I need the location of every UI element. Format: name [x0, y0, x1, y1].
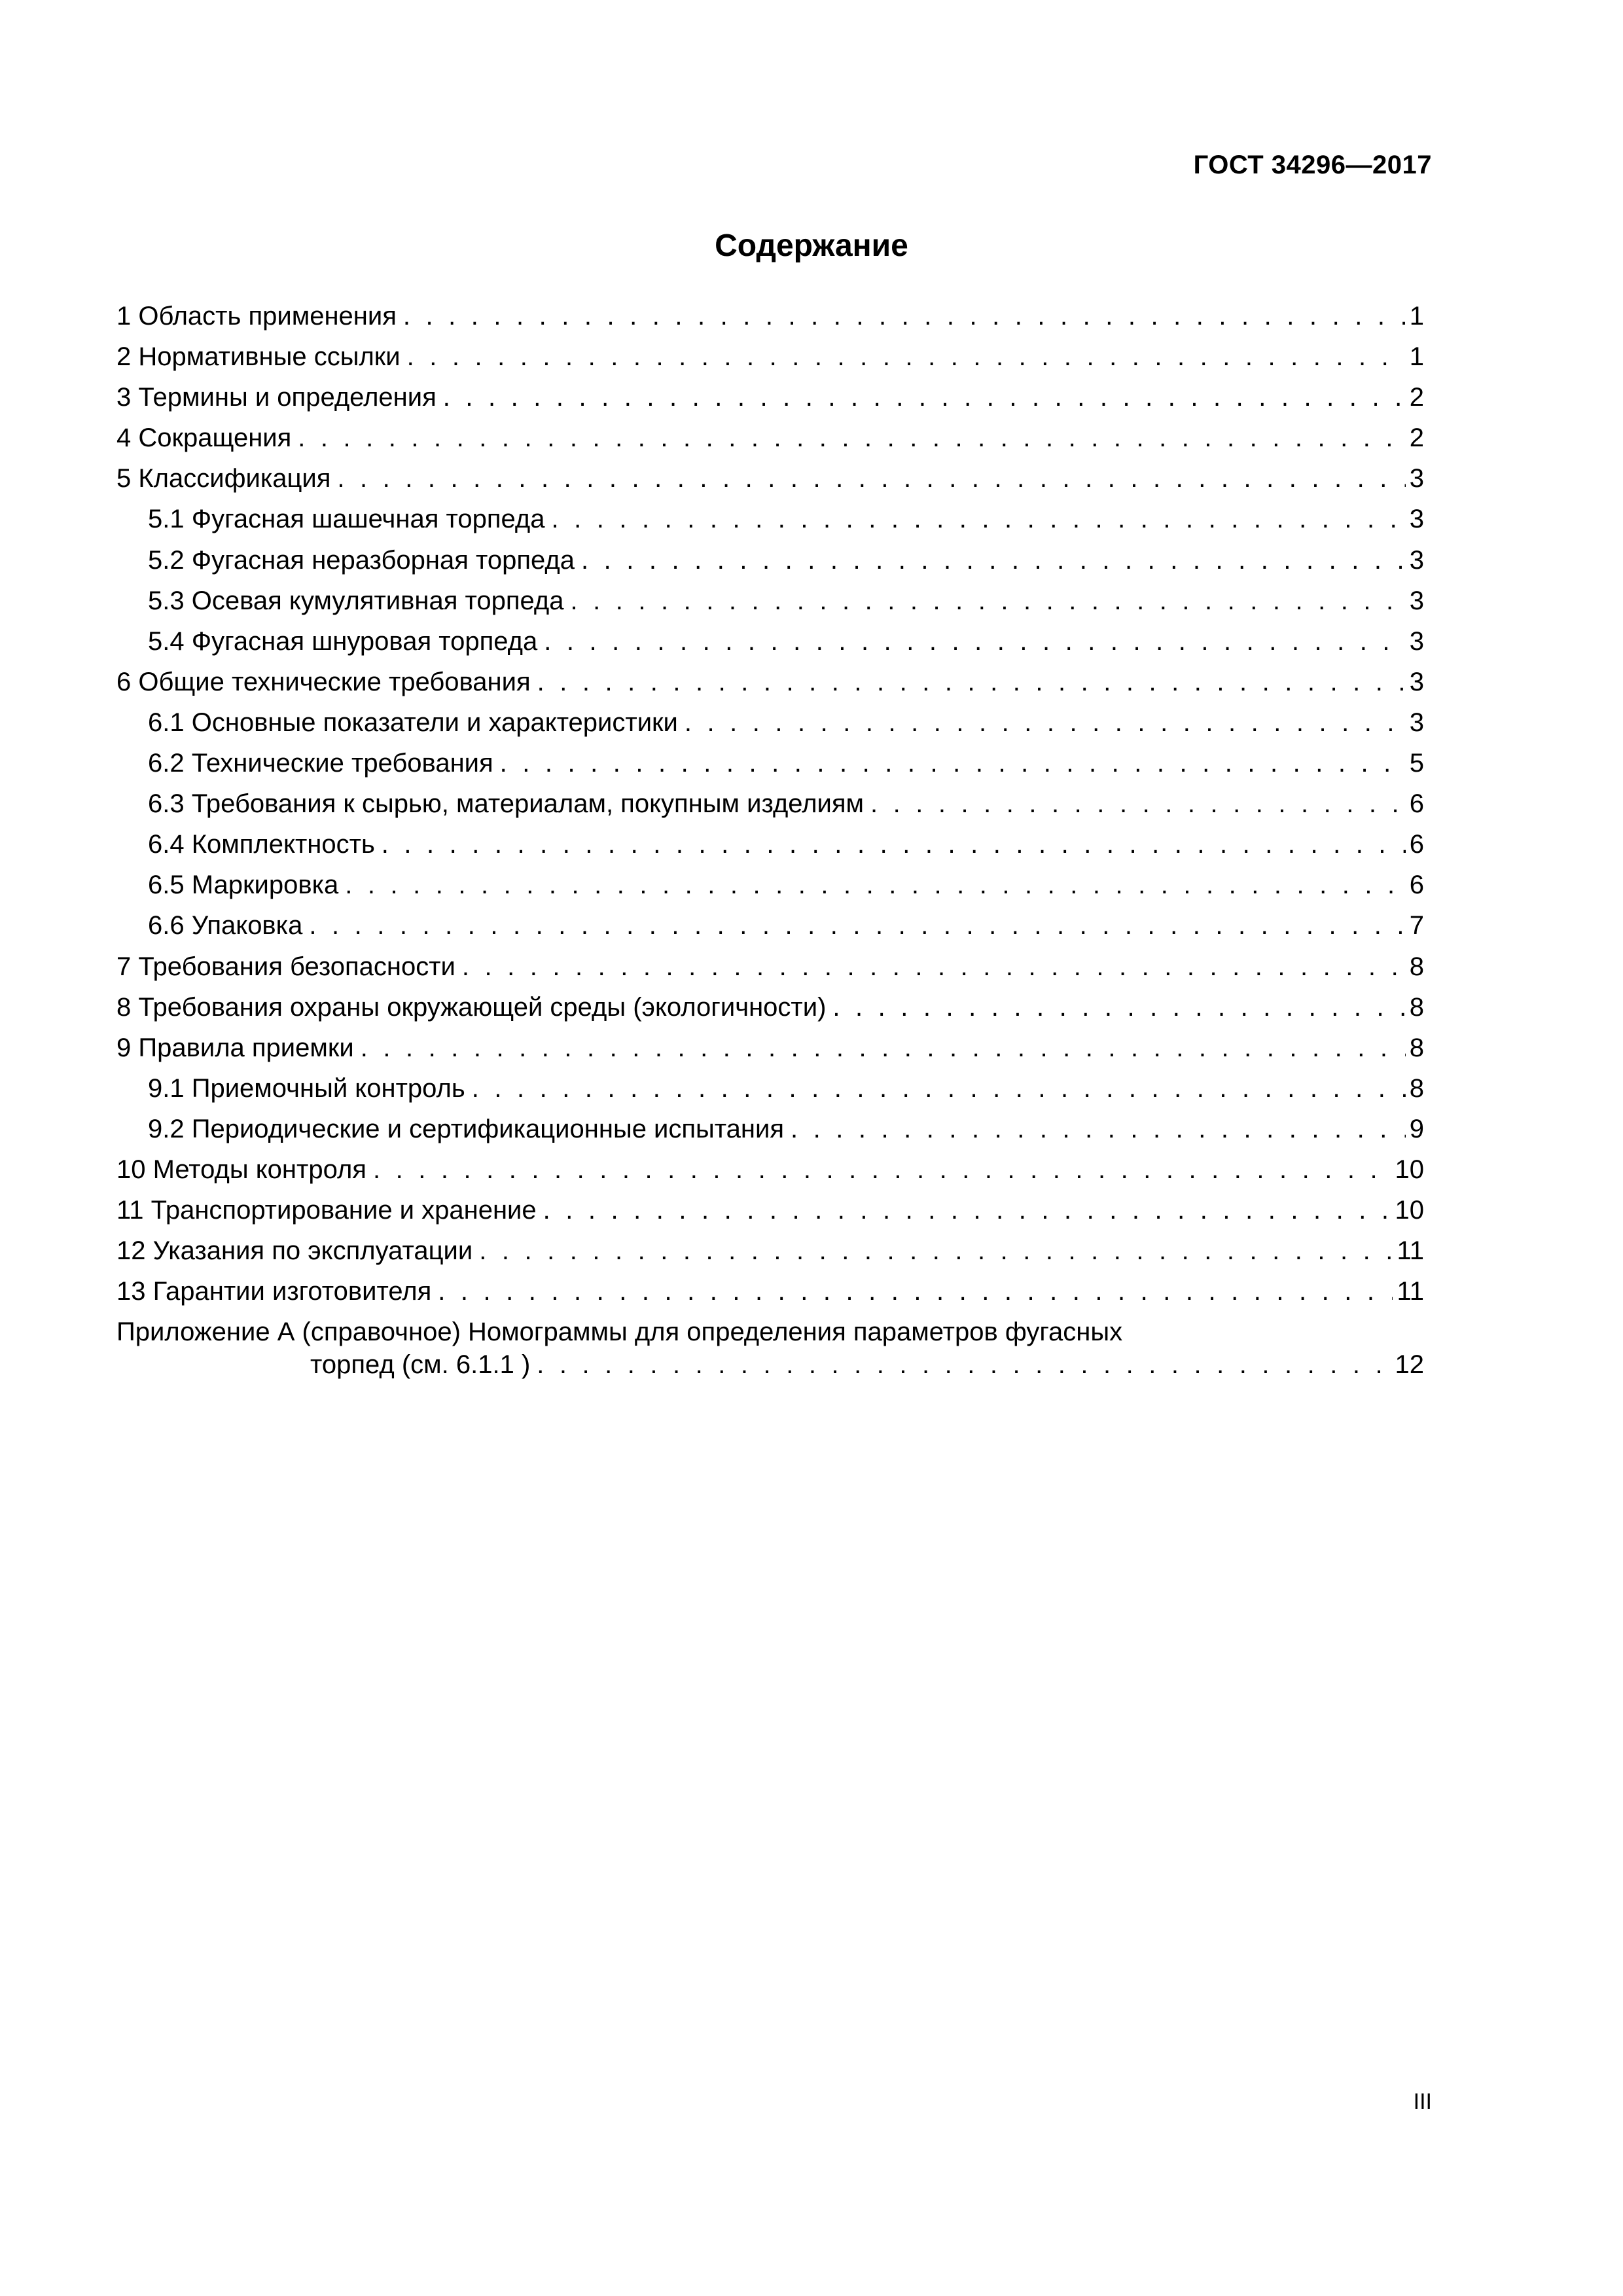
toc-entry-label: 3 Термины и определения — [116, 383, 437, 412]
toc-entry-page: 3 — [1409, 545, 1424, 575]
toc-appendix-page: 12 — [1395, 1350, 1424, 1380]
toc-entry[interactable] — [116, 418, 1424, 458]
toc-entry[interactable] — [116, 743, 1424, 783]
toc-entry-page: 3 — [1409, 586, 1424, 615]
toc-entry-page: 1 — [1409, 302, 1424, 331]
toc-entry-page: 3 — [1409, 708, 1424, 737]
toc-entry-label: 9.2 Периодические и сертификационные испытания — [148, 1114, 785, 1143]
dot-leader — [298, 418, 1405, 458]
toc-entry[interactable] — [116, 1028, 1424, 1068]
toc-entry-label: 5.2 Фугасная неразборная торпеда — [148, 545, 575, 575]
dot-leader — [537, 1348, 1391, 1381]
toc-entry[interactable] — [116, 499, 1424, 539]
toc-entry-page: 8 — [1409, 1073, 1424, 1103]
toc-entry[interactable] — [116, 1109, 1424, 1149]
toc-entry[interactable] — [116, 987, 1424, 1028]
toc-entry-page: 7 — [1409, 911, 1424, 941]
toc-entry-label: 2 Нормативные ссылки — [116, 342, 401, 372]
toc-entry-label: 8 Требования охраны окружающей среды (экологичности) — [116, 992, 827, 1022]
toc-entry-page: 5 — [1409, 749, 1424, 778]
toc-entry-page: 8 — [1409, 1033, 1424, 1062]
dot-leader — [361, 1028, 1406, 1068]
dot-leader — [479, 1230, 1393, 1271]
toc-entry-label: 1 Область применения — [116, 302, 397, 331]
toc-entry-label: 6 Общие технические требования — [116, 667, 531, 696]
toc-entry-page: 8 — [1409, 952, 1424, 981]
toc-entry-page: 10 — [1395, 1155, 1424, 1184]
dot-leader — [309, 905, 1405, 946]
toc-entry-page: 11 — [1397, 1277, 1424, 1306]
toc-entry[interactable] — [116, 540, 1424, 581]
toc-entry-label: 9.1 Приемочный контроль — [148, 1073, 465, 1103]
toc-entry-page: 10 — [1395, 1196, 1424, 1225]
toc-entry-page: 1 — [1409, 342, 1424, 372]
dot-leader — [581, 540, 1406, 581]
dot-leader — [472, 1068, 1406, 1109]
toc-entry-page: 9 — [1409, 1114, 1424, 1143]
dot-leader — [500, 743, 1406, 783]
dot-leader — [543, 1190, 1391, 1230]
toc-entry-page: 3 — [1409, 505, 1424, 534]
toc-entry-label: 5.1 Фугасная шашечная торпеда — [148, 505, 545, 534]
toc-entry-label: 6.1 Основные показатели и характеристики — [148, 708, 678, 737]
dot-leader — [403, 296, 1406, 336]
dot-leader — [345, 865, 1406, 905]
dot-leader — [551, 499, 1405, 539]
toc-entry[interactable] — [116, 946, 1424, 987]
toc-entry-page: 6 — [1409, 830, 1424, 859]
dot-leader — [685, 702, 1406, 743]
toc-entry[interactable] — [116, 336, 1424, 377]
toc-entry[interactable] — [116, 824, 1424, 865]
toc-entry-page: 2 — [1409, 423, 1424, 453]
toc-entry-label: 9 Правила приемки — [116, 1033, 354, 1062]
toc-title: Содержание — [715, 228, 908, 263]
toc-entry-page: 3 — [1409, 667, 1424, 696]
toc-entry-label: 7 Требования безопасности — [116, 952, 455, 981]
dot-leader — [537, 662, 1406, 702]
dot-leader — [791, 1109, 1406, 1149]
toc-entry[interactable] — [116, 1230, 1424, 1271]
dot-leader — [443, 377, 1406, 418]
toc-entry[interactable] — [116, 458, 1424, 499]
toc-entry-page: 2 — [1409, 383, 1424, 412]
toc-appendix-title-line2-row — [116, 1348, 1424, 1381]
dot-leader — [544, 621, 1406, 662]
toc-entry-label: 11 Транспортирование и хранение — [116, 1196, 537, 1225]
dot-leader — [407, 336, 1406, 377]
toc-entry[interactable] — [116, 905, 1424, 946]
toc-entry-label: 6.2 Технические требования — [148, 749, 493, 778]
toc-entry-page: 11 — [1397, 1236, 1424, 1266]
toc-entry-label: 6.6 Упаковка — [148, 911, 303, 941]
standard-number: ГОСТ 34296—2017 — [1193, 151, 1432, 179]
toc-entry[interactable] — [116, 702, 1424, 743]
dot-leader — [870, 783, 1406, 824]
toc-entry-page: 3 — [1409, 626, 1424, 656]
toc-entry-page: 6 — [1409, 789, 1424, 819]
toc-entry-label: 5.3 Осевая кумулятивная торпеда — [148, 586, 564, 615]
table-of-contents — [116, 296, 1424, 1381]
dot-leader — [570, 581, 1405, 621]
toc-entry[interactable] — [116, 1068, 1424, 1109]
toc-entry-label: 5 Классификация — [116, 464, 331, 493]
toc-entry[interactable] — [116, 662, 1424, 702]
toc-entry-label: 13 Гарантии изготовителя — [116, 1277, 432, 1306]
toc-entry[interactable] — [116, 783, 1424, 824]
toc-entry-label: 12 Указания по эксплуатации — [116, 1236, 473, 1266]
toc-appendix-entry[interactable] — [116, 1316, 1424, 1381]
toc-entry[interactable] — [116, 581, 1424, 621]
toc-entry-label: 6.3 Требования к сырью, материалам, покупным изделиям — [148, 789, 865, 819]
dot-leader — [462, 946, 1406, 987]
toc-entry[interactable] — [116, 296, 1424, 336]
dot-leader — [382, 824, 1406, 865]
toc-entry-page: 8 — [1409, 992, 1424, 1022]
toc-entry[interactable] — [116, 621, 1424, 662]
toc-entry-label: 10 Методы контроля — [116, 1155, 366, 1184]
toc-entry-label: 6.5 Маркировка — [148, 870, 339, 900]
dot-leader — [832, 987, 1405, 1028]
toc-entry[interactable] — [116, 1149, 1424, 1190]
toc-entry-page: 6 — [1409, 870, 1424, 900]
toc-entry[interactable] — [116, 1271, 1424, 1312]
toc-appendix-title-line2: торпед (см. 6.1.1 ) — [310, 1350, 531, 1380]
dot-leader — [337, 458, 1405, 499]
toc-entry[interactable] — [116, 1190, 1424, 1230]
toc-entry-label: 5.4 Фугасная шнуровая торпеда — [148, 626, 538, 656]
toc-entry-page: 3 — [1409, 464, 1424, 493]
dot-leader — [373, 1149, 1391, 1190]
toc-appendix-title-line1: Приложение А (справочное) Номограммы для определения параметров фугасных — [116, 1318, 1123, 1347]
toc-entry[interactable] — [116, 865, 1424, 905]
page-number: III — [1413, 2089, 1432, 2114]
toc-entry[interactable] — [116, 377, 1424, 418]
toc-entry-label: 6.4 Комплектность — [148, 830, 375, 859]
dot-leader — [438, 1271, 1393, 1312]
toc-entry-label: 4 Сокращения — [116, 423, 292, 453]
